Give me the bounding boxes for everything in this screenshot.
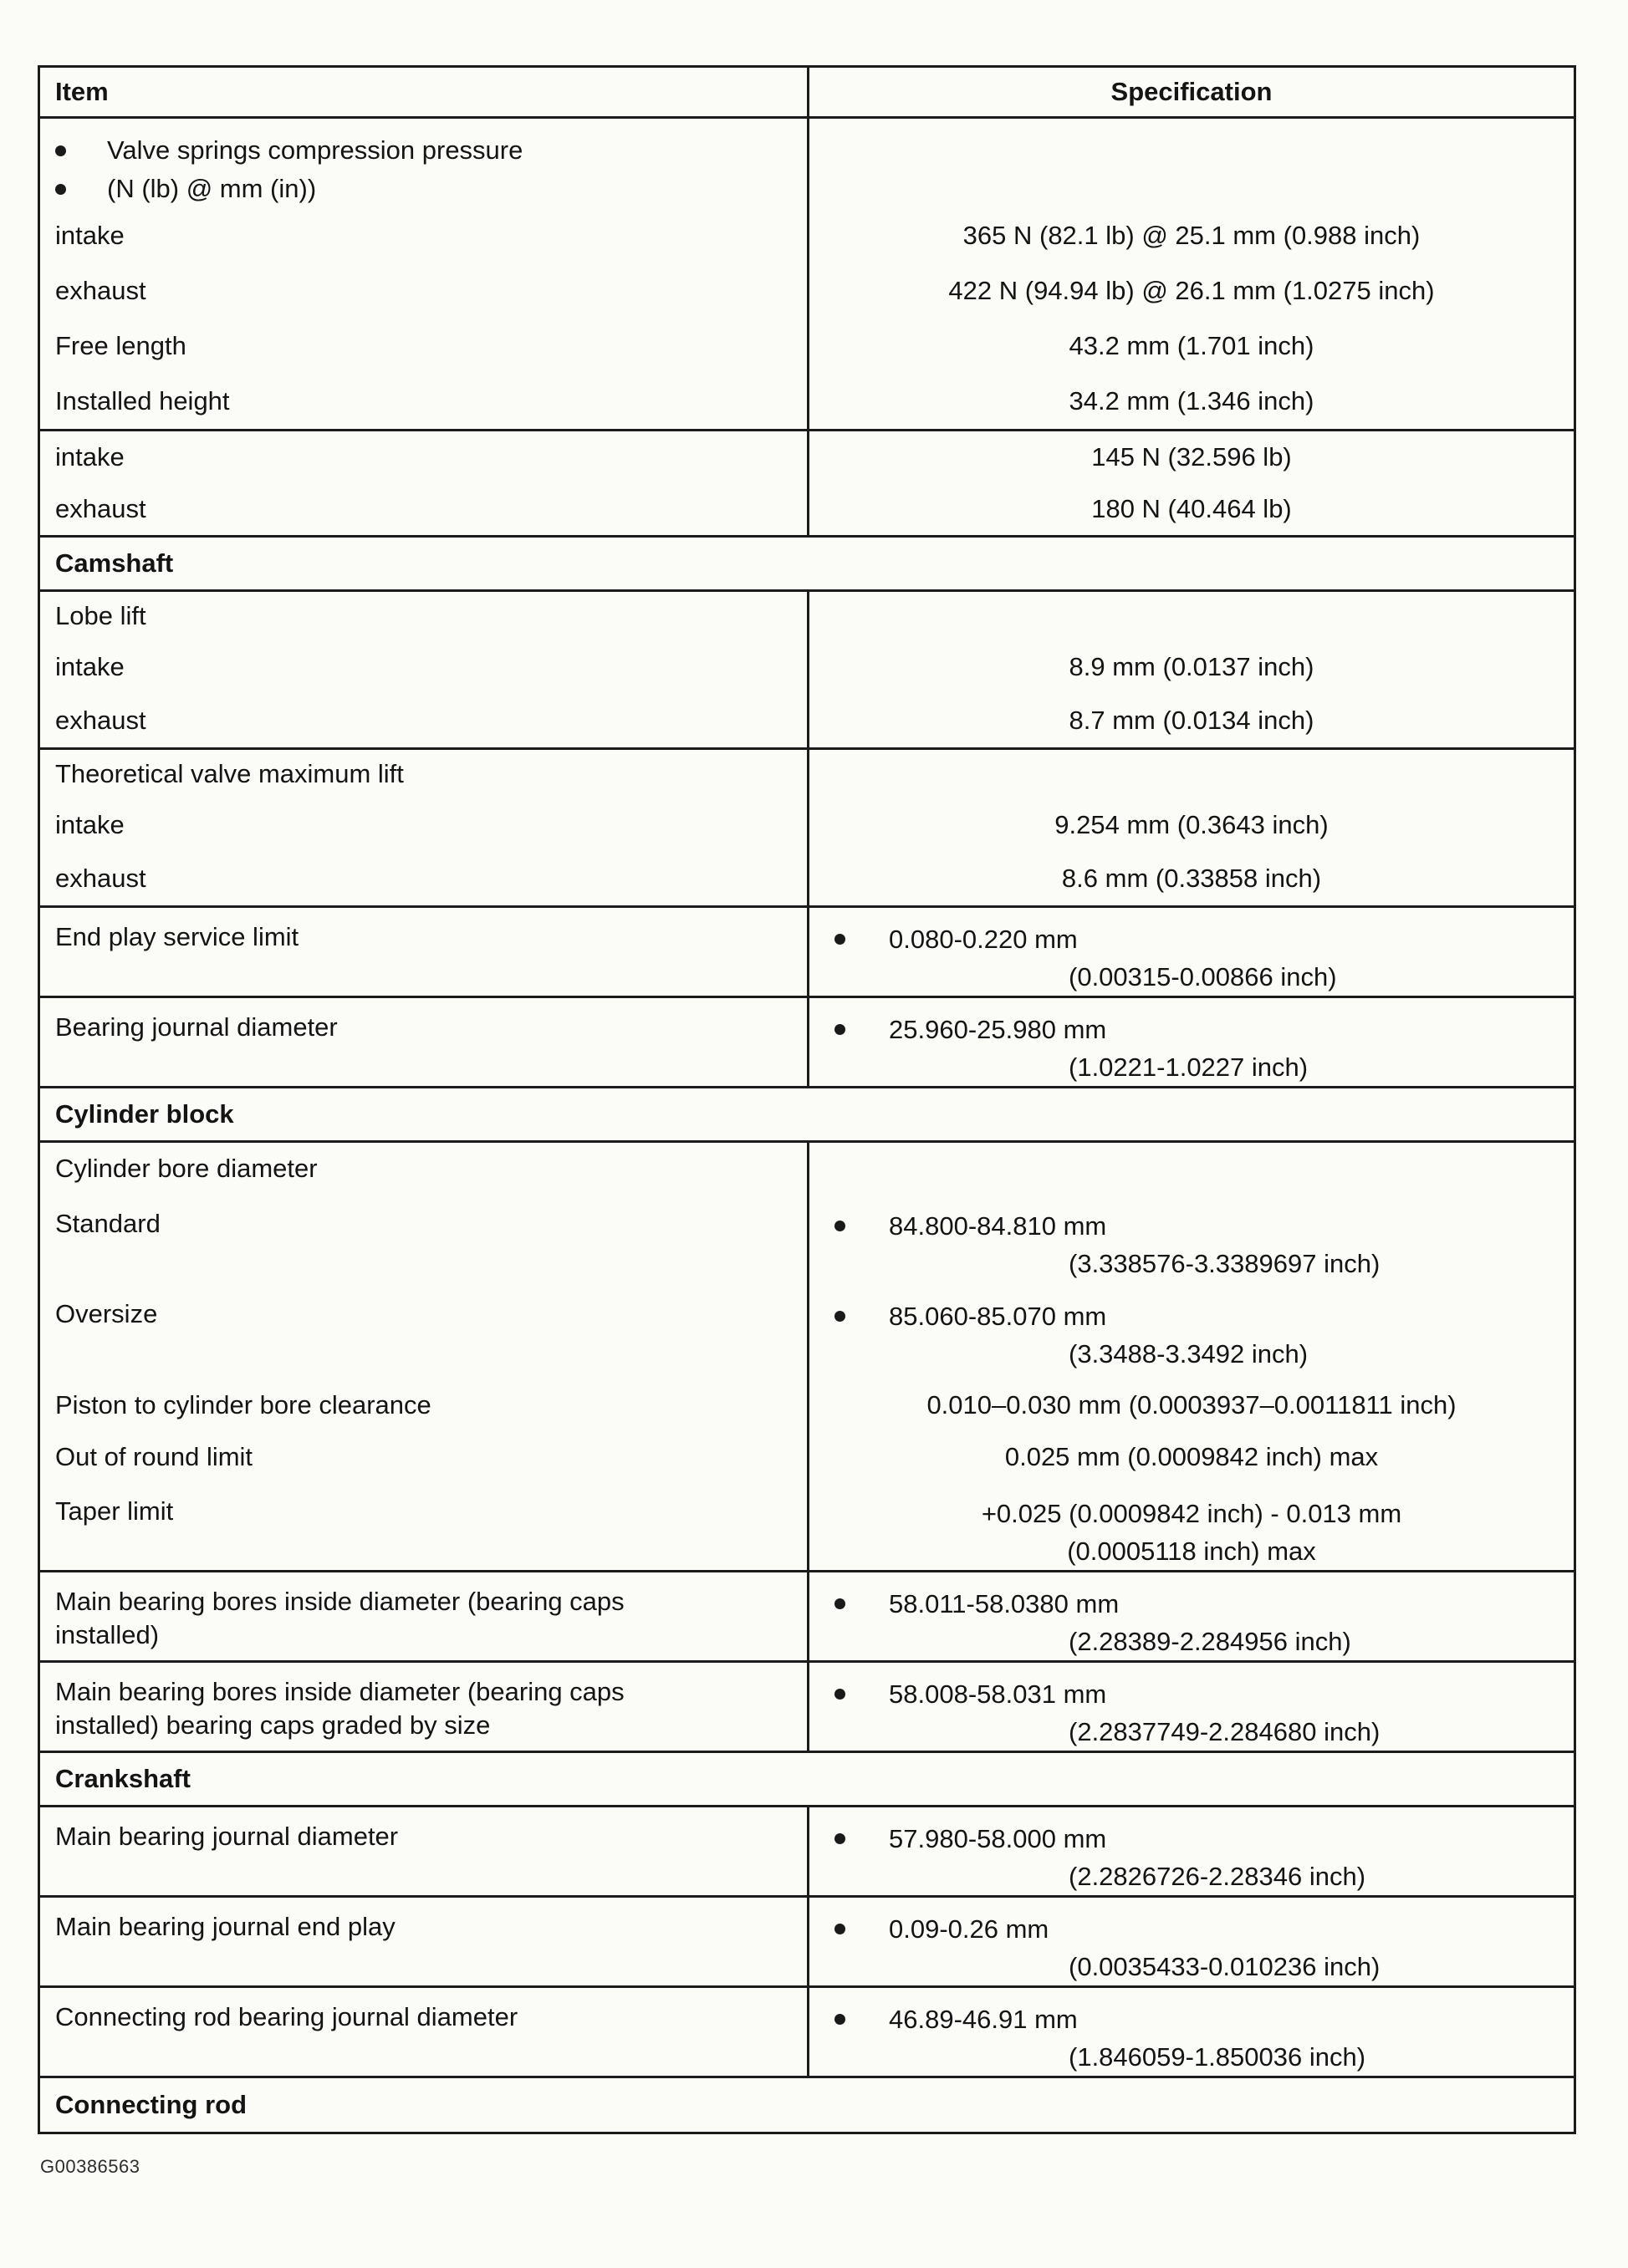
item-bullet-text: Valve springs compression pressure (107, 135, 523, 165)
bullet-icon (834, 1833, 845, 1844)
group-main-bearing-bores (40, 1570, 1574, 1660)
item-cell (40, 998, 809, 1086)
item-label: Theoretical valve maximum lift (55, 759, 404, 788)
item-label: exhaust (55, 864, 146, 893)
item-cell (40, 1807, 809, 1895)
table-row (40, 1379, 1574, 1432)
item-label: Bearing journal diameter (55, 1012, 338, 1042)
header-item-label: Item (55, 77, 109, 106)
item-label: Oversize (55, 1299, 158, 1328)
spec-cell (809, 798, 1574, 852)
table-row (40, 1143, 1574, 1195)
item-label: Connecting rod bearing journal diameter (55, 2002, 518, 2031)
item-label: Lobe lift (55, 601, 146, 630)
group-valve-spring-load (40, 429, 1574, 535)
spec-cell (809, 263, 1574, 319)
item-cell (40, 852, 809, 905)
table-row (40, 483, 1574, 535)
spec-line-1: 57.980-58.000 mm (889, 1824, 1107, 1853)
spec-value: 0.010–0.030 mm (0.0003937–0.0011811 inch) (926, 1390, 1457, 1419)
item-label: Out of round limit (55, 1442, 253, 1471)
spec-cell (809, 1482, 1574, 1570)
item-cell (40, 1482, 809, 1570)
item-label: intake (55, 652, 125, 681)
spec-value: 34.2 mm (1.346 inch) (1069, 386, 1314, 415)
item-bullet-line (55, 170, 523, 208)
spec-cell-empty (809, 592, 1574, 640)
header-spec-cell (809, 68, 1574, 116)
item-label: Main bearing journal diameter (55, 1822, 399, 1851)
bullet-icon (834, 2014, 845, 2025)
spec-cell (809, 208, 1574, 263)
item-label: exhaust (55, 494, 146, 523)
table-row (40, 119, 1574, 208)
spec-cell (809, 319, 1574, 374)
table-row (40, 1898, 1574, 1985)
section-header-connecting-rod (40, 2076, 1574, 2132)
item-cell (40, 798, 809, 852)
bullet-icon (834, 1689, 845, 1700)
table-row (40, 798, 1574, 852)
spec-value: 145 N (32.596 lb) (1091, 442, 1292, 471)
spec-value: 180 N (40.464 lb) (1091, 494, 1292, 523)
table-row (40, 1988, 1574, 2076)
group-main-bearing-journal-diameter (40, 1805, 1574, 1895)
spec-line-2: (0.00315-0.00866 inch) (1069, 962, 1337, 991)
item-cell (40, 908, 809, 996)
item-label: Taper limit (55, 1496, 174, 1526)
table-row (40, 374, 1574, 429)
spec-cell (809, 1898, 1574, 1985)
spec-lines (889, 2000, 1365, 2076)
spec-line-2: (2.28389-2.284956 inch) (1069, 1627, 1351, 1656)
section-title: Connecting rod (55, 2090, 248, 2119)
item-label: Piston to cylinder bore clearance (55, 1390, 431, 1419)
spec-value: 365 N (82.1 lb) @ 25.1 mm (0.988 inch) (962, 221, 1421, 250)
spec-cell-empty (809, 1143, 1574, 1195)
item-label: Main bearing bores inside diameter (bearing caps installed) bearing caps graded by size (55, 1677, 625, 1740)
spec-lines (889, 1297, 1308, 1373)
table-row (40, 431, 1574, 483)
spec-cell (809, 483, 1574, 535)
spec-cell (809, 1572, 1574, 1660)
spec-value: 8.7 mm (0.0134 inch) (1069, 706, 1314, 735)
item-label: exhaust (55, 276, 146, 305)
item-bullet-list (55, 131, 523, 208)
spec-line-1: 0.09-0.26 mm (889, 1914, 1049, 1944)
spec-value: 0.025 mm (0.0009842 inch) max (1004, 1442, 1379, 1471)
bullet-icon (834, 1598, 845, 1609)
group-bearing-journal-diameter (40, 996, 1574, 1086)
spec-line-2: (2.2826726-2.28346 inch) (1069, 1862, 1366, 1891)
table-row (40, 998, 1574, 1086)
item-bullet-text: (N (lb) @ mm (in)) (107, 174, 317, 203)
item-label: Main bearing bores inside diameter (bearing caps installed) (55, 1587, 625, 1649)
group-main-bearing-journal-end-play (40, 1895, 1574, 1985)
spec-cell (809, 1379, 1574, 1432)
item-cell (40, 119, 809, 208)
table-row (40, 640, 1574, 694)
spec-cell (809, 1663, 1574, 1751)
spec-cell (809, 640, 1574, 694)
spec-lines (889, 1207, 1380, 1282)
specification-table (38, 65, 1576, 2134)
spec-line-1: 58.008-58.031 mm (889, 1679, 1107, 1709)
table-row (40, 908, 1574, 996)
item-label: Installed height (55, 386, 230, 415)
table-row (40, 1663, 1574, 1751)
spec-lines (889, 1820, 1365, 1895)
spec-cell (809, 1285, 1574, 1379)
item-cell (40, 1195, 809, 1285)
spec-value: 43.2 mm (1.701 inch) (1069, 331, 1314, 360)
table-row (40, 319, 1574, 374)
spec-value: 8.6 mm (0.33858 inch) (1061, 864, 1322, 893)
spec-lines (889, 920, 1337, 996)
item-cell (40, 1898, 809, 1985)
table-row (40, 852, 1574, 905)
spec-line-1: 85.060-85.070 mm (889, 1302, 1107, 1331)
table-row (40, 1807, 1574, 1895)
item-cell (40, 208, 809, 263)
section-header-crankshaft (40, 1751, 1574, 1805)
spec-cell (809, 431, 1574, 483)
item-cell (40, 319, 809, 374)
item-label: Free length (55, 331, 186, 360)
bullet-icon (55, 184, 66, 195)
spec-value: 9.254 mm (0.3643 inch) (1054, 810, 1329, 839)
spec-cell-empty (809, 750, 1574, 798)
header-item-cell (40, 68, 809, 116)
spec-line-1: 58.011-58.0380 mm (889, 1589, 1120, 1618)
figure-code: G00386563 (40, 2156, 140, 2177)
spec-line-2: (0.0035433-0.010236 inch) (1069, 1952, 1380, 1981)
item-cell (40, 694, 809, 747)
spec-line-1: 46.89-46.91 mm (889, 2005, 1078, 2034)
group-valve-springs (40, 116, 1574, 429)
section-header-camshaft (40, 535, 1574, 589)
group-end-play (40, 905, 1574, 996)
item-label: Cylinder bore diameter (55, 1154, 318, 1183)
table-row (40, 592, 1574, 640)
item-cell (40, 431, 809, 483)
item-label: intake (55, 442, 125, 471)
spec-cell (809, 1988, 1574, 2076)
spec-cell (809, 852, 1574, 905)
table-row (40, 750, 1574, 798)
table-row (40, 694, 1574, 747)
group-connecting-rod-bearing-journal (40, 1985, 1574, 2076)
item-label: End play service limit (55, 922, 299, 951)
spec-line-1: 84.800-84.810 mm (889, 1211, 1107, 1241)
item-cell (40, 592, 809, 640)
spec-value: 8.9 mm (0.0137 inch) (1069, 652, 1314, 681)
spec-line-2: (2.2837749-2.284680 inch) (1069, 1717, 1380, 1746)
spec-line-2: (3.3488-3.3492 inch) (1069, 1339, 1309, 1368)
item-cell (40, 263, 809, 319)
spec-lines (889, 1585, 1351, 1660)
spec-cell (809, 908, 1574, 996)
header-spec-label: Specification (1110, 77, 1273, 106)
spec-line-1: 25.960-25.980 mm (889, 1015, 1107, 1044)
spec-cell (809, 1195, 1574, 1285)
bullet-icon (834, 1221, 845, 1231)
spec-line-1: +0.025 (0.0009842 inch) - 0.013 mm (981, 1499, 1402, 1528)
spec-value: 422 N (94.94 lb) @ 26.1 mm (1.0275 inch) (948, 276, 1435, 305)
bullet-icon (834, 1024, 845, 1035)
bullet-icon (834, 1311, 845, 1322)
spec-lines (982, 1495, 1401, 1570)
bullet-icon (834, 1924, 845, 1934)
bullet-icon (834, 934, 845, 945)
group-cylinder-bore (40, 1140, 1574, 1570)
item-label: intake (55, 221, 125, 250)
table-row (40, 1482, 1574, 1570)
spec-line-2: (0.0005118 inch) max (1067, 1537, 1316, 1566)
table-row (40, 1432, 1574, 1482)
item-bullet-line (55, 131, 523, 170)
spec-lines (889, 1910, 1380, 1985)
item-cell (40, 1572, 809, 1660)
spec-cell (809, 1807, 1574, 1895)
spec-line-2: (3.338576-3.3389697 inch) (1069, 1249, 1380, 1278)
group-theoretical-valve-lift (40, 747, 1574, 905)
spec-line-2: (1.0221-1.0227 inch) (1069, 1052, 1309, 1082)
spec-lines (889, 1011, 1308, 1086)
item-cell (40, 483, 809, 535)
item-cell (40, 750, 809, 798)
section-title: Cylinder block (55, 1099, 234, 1129)
table-row (40, 1285, 1574, 1379)
spec-line-2: (1.846059-1.850036 inch) (1069, 2042, 1366, 2072)
group-lobe-lift (40, 589, 1574, 747)
item-label: exhaust (55, 706, 146, 735)
section-title: Camshaft (55, 548, 174, 578)
item-label: intake (55, 810, 125, 839)
section-title: Crankshaft (55, 1764, 191, 1793)
item-cell (40, 1432, 809, 1482)
item-cell (40, 374, 809, 429)
item-cell (40, 1143, 809, 1195)
item-cell (40, 1379, 809, 1432)
section-header-cylinder-block (40, 1086, 1574, 1140)
table-row (40, 208, 1574, 263)
bullet-icon (55, 145, 66, 156)
table-header-row (40, 68, 1574, 116)
spec-cell (809, 374, 1574, 429)
spec-line-1: 0.080-0.220 mm (889, 925, 1078, 954)
table-row (40, 1572, 1574, 1660)
spec-cell (809, 998, 1574, 1086)
item-cell (40, 1663, 809, 1751)
item-cell (40, 1285, 809, 1379)
group-main-bearing-bores-graded (40, 1660, 1574, 1751)
spec-cell (809, 1432, 1574, 1482)
item-label: Main bearing journal end play (55, 1912, 396, 1941)
spec-lines (889, 1675, 1380, 1751)
table-row (40, 1195, 1574, 1285)
item-cell (40, 1988, 809, 2076)
table-row (40, 263, 1574, 319)
spec-cell-empty (809, 119, 1574, 208)
item-label: Standard (55, 1209, 161, 1238)
item-cell (40, 640, 809, 694)
spec-cell (809, 694, 1574, 747)
